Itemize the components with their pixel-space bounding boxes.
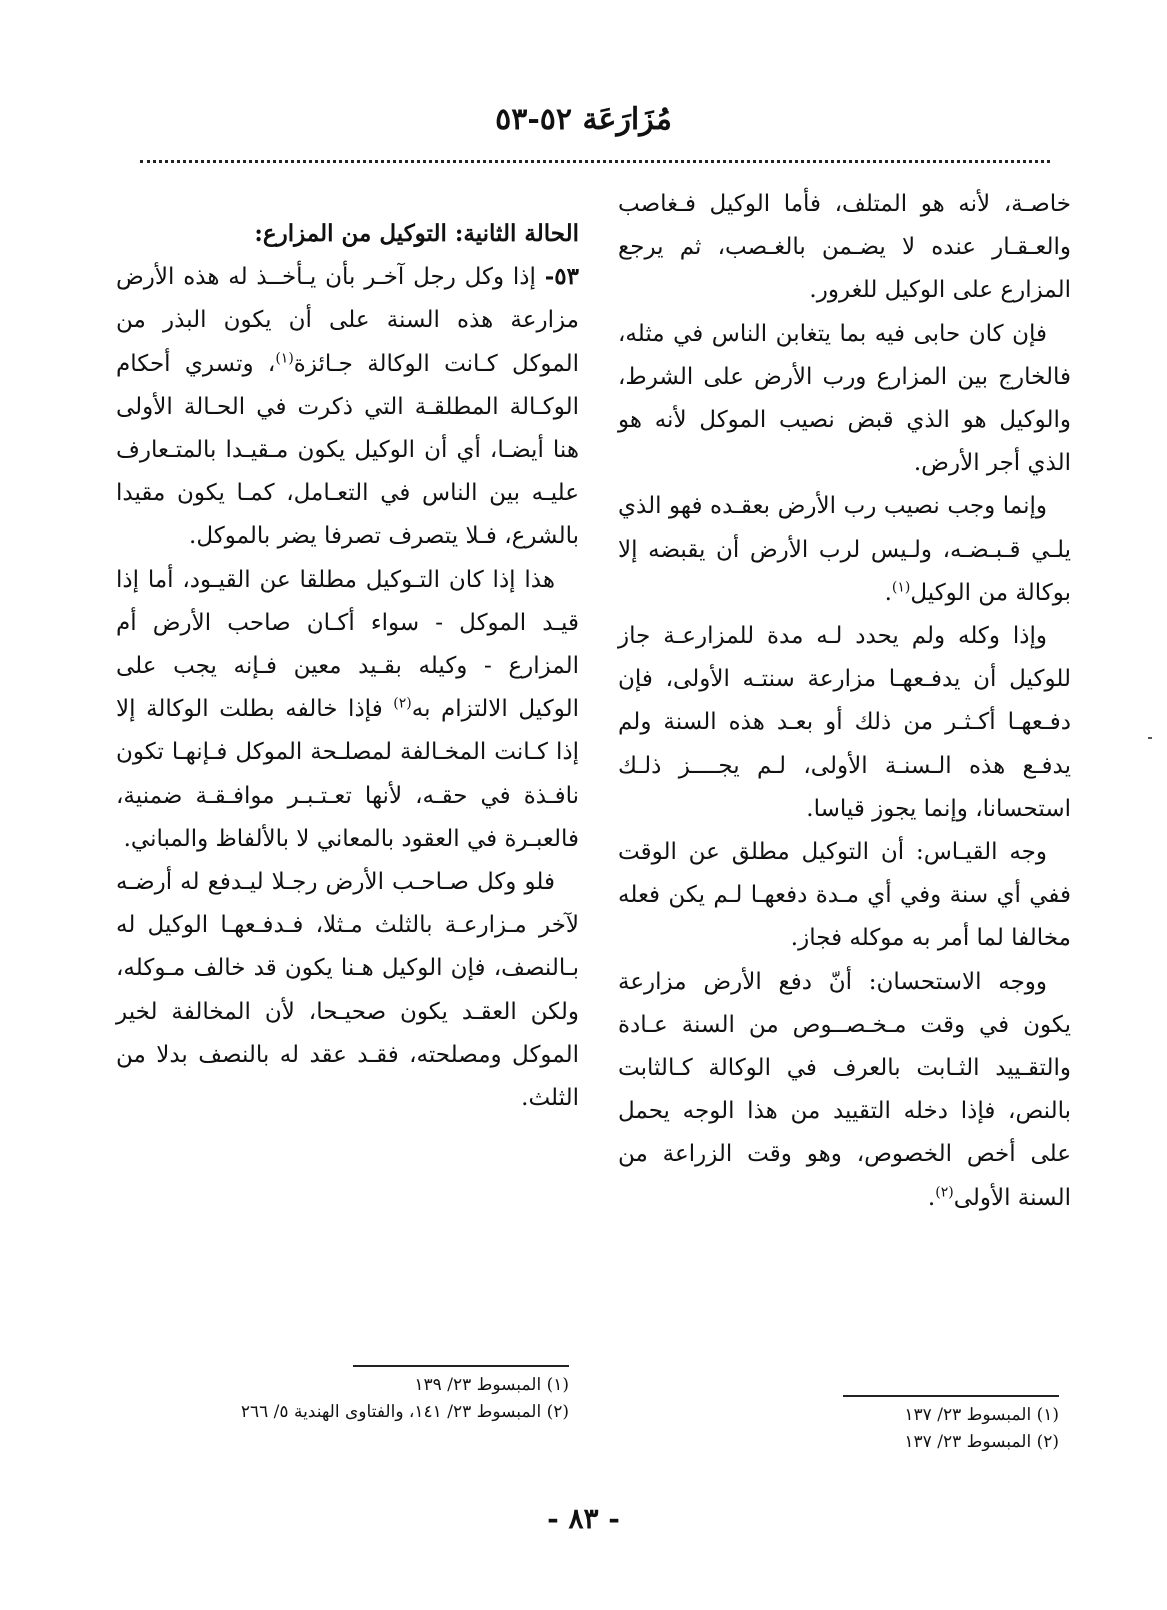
section-number: ٥٣- bbox=[544, 263, 579, 291]
paragraph-text: . bbox=[884, 579, 892, 606]
footnote: (٢) المبسوط ٢٣/ ١٣٧ bbox=[904, 1432, 1059, 1452]
footnote-ref[interactable]: (٢) bbox=[935, 1184, 954, 1201]
page-number: - ٨٣ - bbox=[547, 1502, 620, 1535]
paragraph-text: فإذا خالفه بطلت الوكالة إلا إذا كـانت المخـالفة لمصلـحة الموكل فـإنهـا تكون نافـذة في حقـه، لأنها تعـتـبـر موافـقـة ضمنية، فالعبـرة في العقود بالمعاني لا بالألفاظ والمباني. bbox=[116, 696, 579, 852]
right-column bbox=[618, 183, 1071, 1220]
margin-mark bbox=[1148, 737, 1152, 739]
footnotes-right bbox=[639, 1402, 1059, 1456]
paragraph-text: ، وتسري أحكام الوكـالة المطلقـة التي ذكرت في الحـالة الأولى هنا أيضـا، أي أن الوكيل يكون مـقيـدا بالمتـعارف عليـه بين الناس في التعـامل، كمـا يكون مقيدا بالشرع، فـلا يتصرف تصرفا يضر بالموكل. bbox=[116, 350, 579, 550]
paragraph bbox=[116, 255, 579, 558]
paragraph-text: وإنما وجب نصيب رب الأرض بعقـده فهو الذي يلـي قـبـضـه، ولـيس لرب الأرض أن يقبضه إلا بوكالة من الوكيل bbox=[618, 493, 1071, 606]
header-dotted-rule bbox=[140, 160, 1050, 163]
footnotes-left bbox=[99, 1372, 569, 1426]
footnote-divider bbox=[353, 1365, 569, 1367]
page-header-title: مُزَارَعَة ٥٢-٥٣ bbox=[495, 102, 672, 137]
footnote-divider bbox=[843, 1395, 1059, 1397]
footnote-ref[interactable]: (١) bbox=[891, 579, 911, 596]
paragraph: وإذا وكله ولم يحدد لـه مدة للمزارعـة جاز للوكيل أن يدفـعهـا مزارعة سنتـه الأولى، فإن دفـعهـا أكـثـر من ذلك أو بعـد هذه السنة ولم يدفـع هذه الـسنـة الأولى، لـم يجــــز ذلـك استحسانا، وإنما يجوز قياسا. bbox=[618, 623, 1071, 822]
footnote-ref[interactable]: (٢) bbox=[393, 695, 412, 712]
paragraph: وجه القيـاس: أن التوكيل مطلق عن الوقت ففي أي سنة وفي أي مـدة دفعهـا لـم يكن فعله مخالفا لما أمر به موكله فجاز. bbox=[618, 839, 1071, 952]
paragraph: فلو وكل صـاحـب الأرض رجـلا ليـدفع له أرضـه لآخر مـزارعـة بالثلث مـثلا، فـدفـعهـا الوكيل له بـالنصف، فإن الوكيل هـنا يكون قد خالف مـوكله، ولكن العقـد يكون صحيـحا، لأن المخالفة لخير الموكل ومصلحته، فقـد عقد له بالنصف بدلا من الثلث. bbox=[116, 869, 579, 1112]
paragraph-text: ووجه الاستحسان: أنّ دفع الأرض مزارعة يكون في وقت مـخـصــوص من السنة عـادة والتقـييد الثـابت بالعرف في الوكالة كـالثابت بالنص، فإذا دخله التقييد من هذا الوجه يحمل على أخص الخصوص، وهو وقت الزراعة من السنة الأولى bbox=[618, 968, 1071, 1211]
paragraph bbox=[116, 559, 579, 861]
paragraph-text: هذا إذا كان التـوكيل مطلقا عن القيـود، أما إذا قيـد الموكل - سواء أكـان صاحب الأرض أم المزارع - وكيله بقـيد معين فـإنه يجب على الوكيل الالتزام به bbox=[116, 566, 579, 723]
left-column bbox=[116, 212, 579, 1120]
footnote-ref[interactable]: (١) bbox=[275, 349, 294, 366]
paragraph: فإن كان حابى فيه بما يتغابن الناس في مثله، فالخارج بين المزارع ورب الأرض على الشرط، والوكيل هو الذي قبض نصيب الموكل لأنه هو الذي أجر الأرض. bbox=[618, 320, 1071, 477]
footnote: (١) المبسوط ٢٣/ ١٣٩ bbox=[414, 1375, 569, 1395]
paragraph-text: . bbox=[927, 1184, 936, 1211]
paragraph-text: إذا وكل رجل آخـر بأن يـأخــذ له هذه الأرض مزارعة هذه السنة على أن يكون البذر من الموكل كـانت الوكالة جـائزة bbox=[116, 264, 579, 377]
section-heading: الحالة الثانية: التوكيل من المزارع: bbox=[254, 220, 579, 247]
footnote: (٢) المبسوط ٢٣/ ١٤١، والفتاوى الهندية ٥/ ٢٦٦ bbox=[240, 1402, 569, 1422]
footnote: (١) المبسوط ٢٣/ ١٣٧ bbox=[904, 1405, 1059, 1425]
paragraph bbox=[618, 961, 1071, 1220]
paragraph bbox=[618, 485, 1071, 615]
paragraph: خاصـة، لأنه هو المتلف، فأما الوكيل فـغاصب والعـقـار عنده لا يضـمن بالغـصب، ثم يرجع المزارع على الوكيل للغرور. bbox=[618, 191, 1071, 304]
